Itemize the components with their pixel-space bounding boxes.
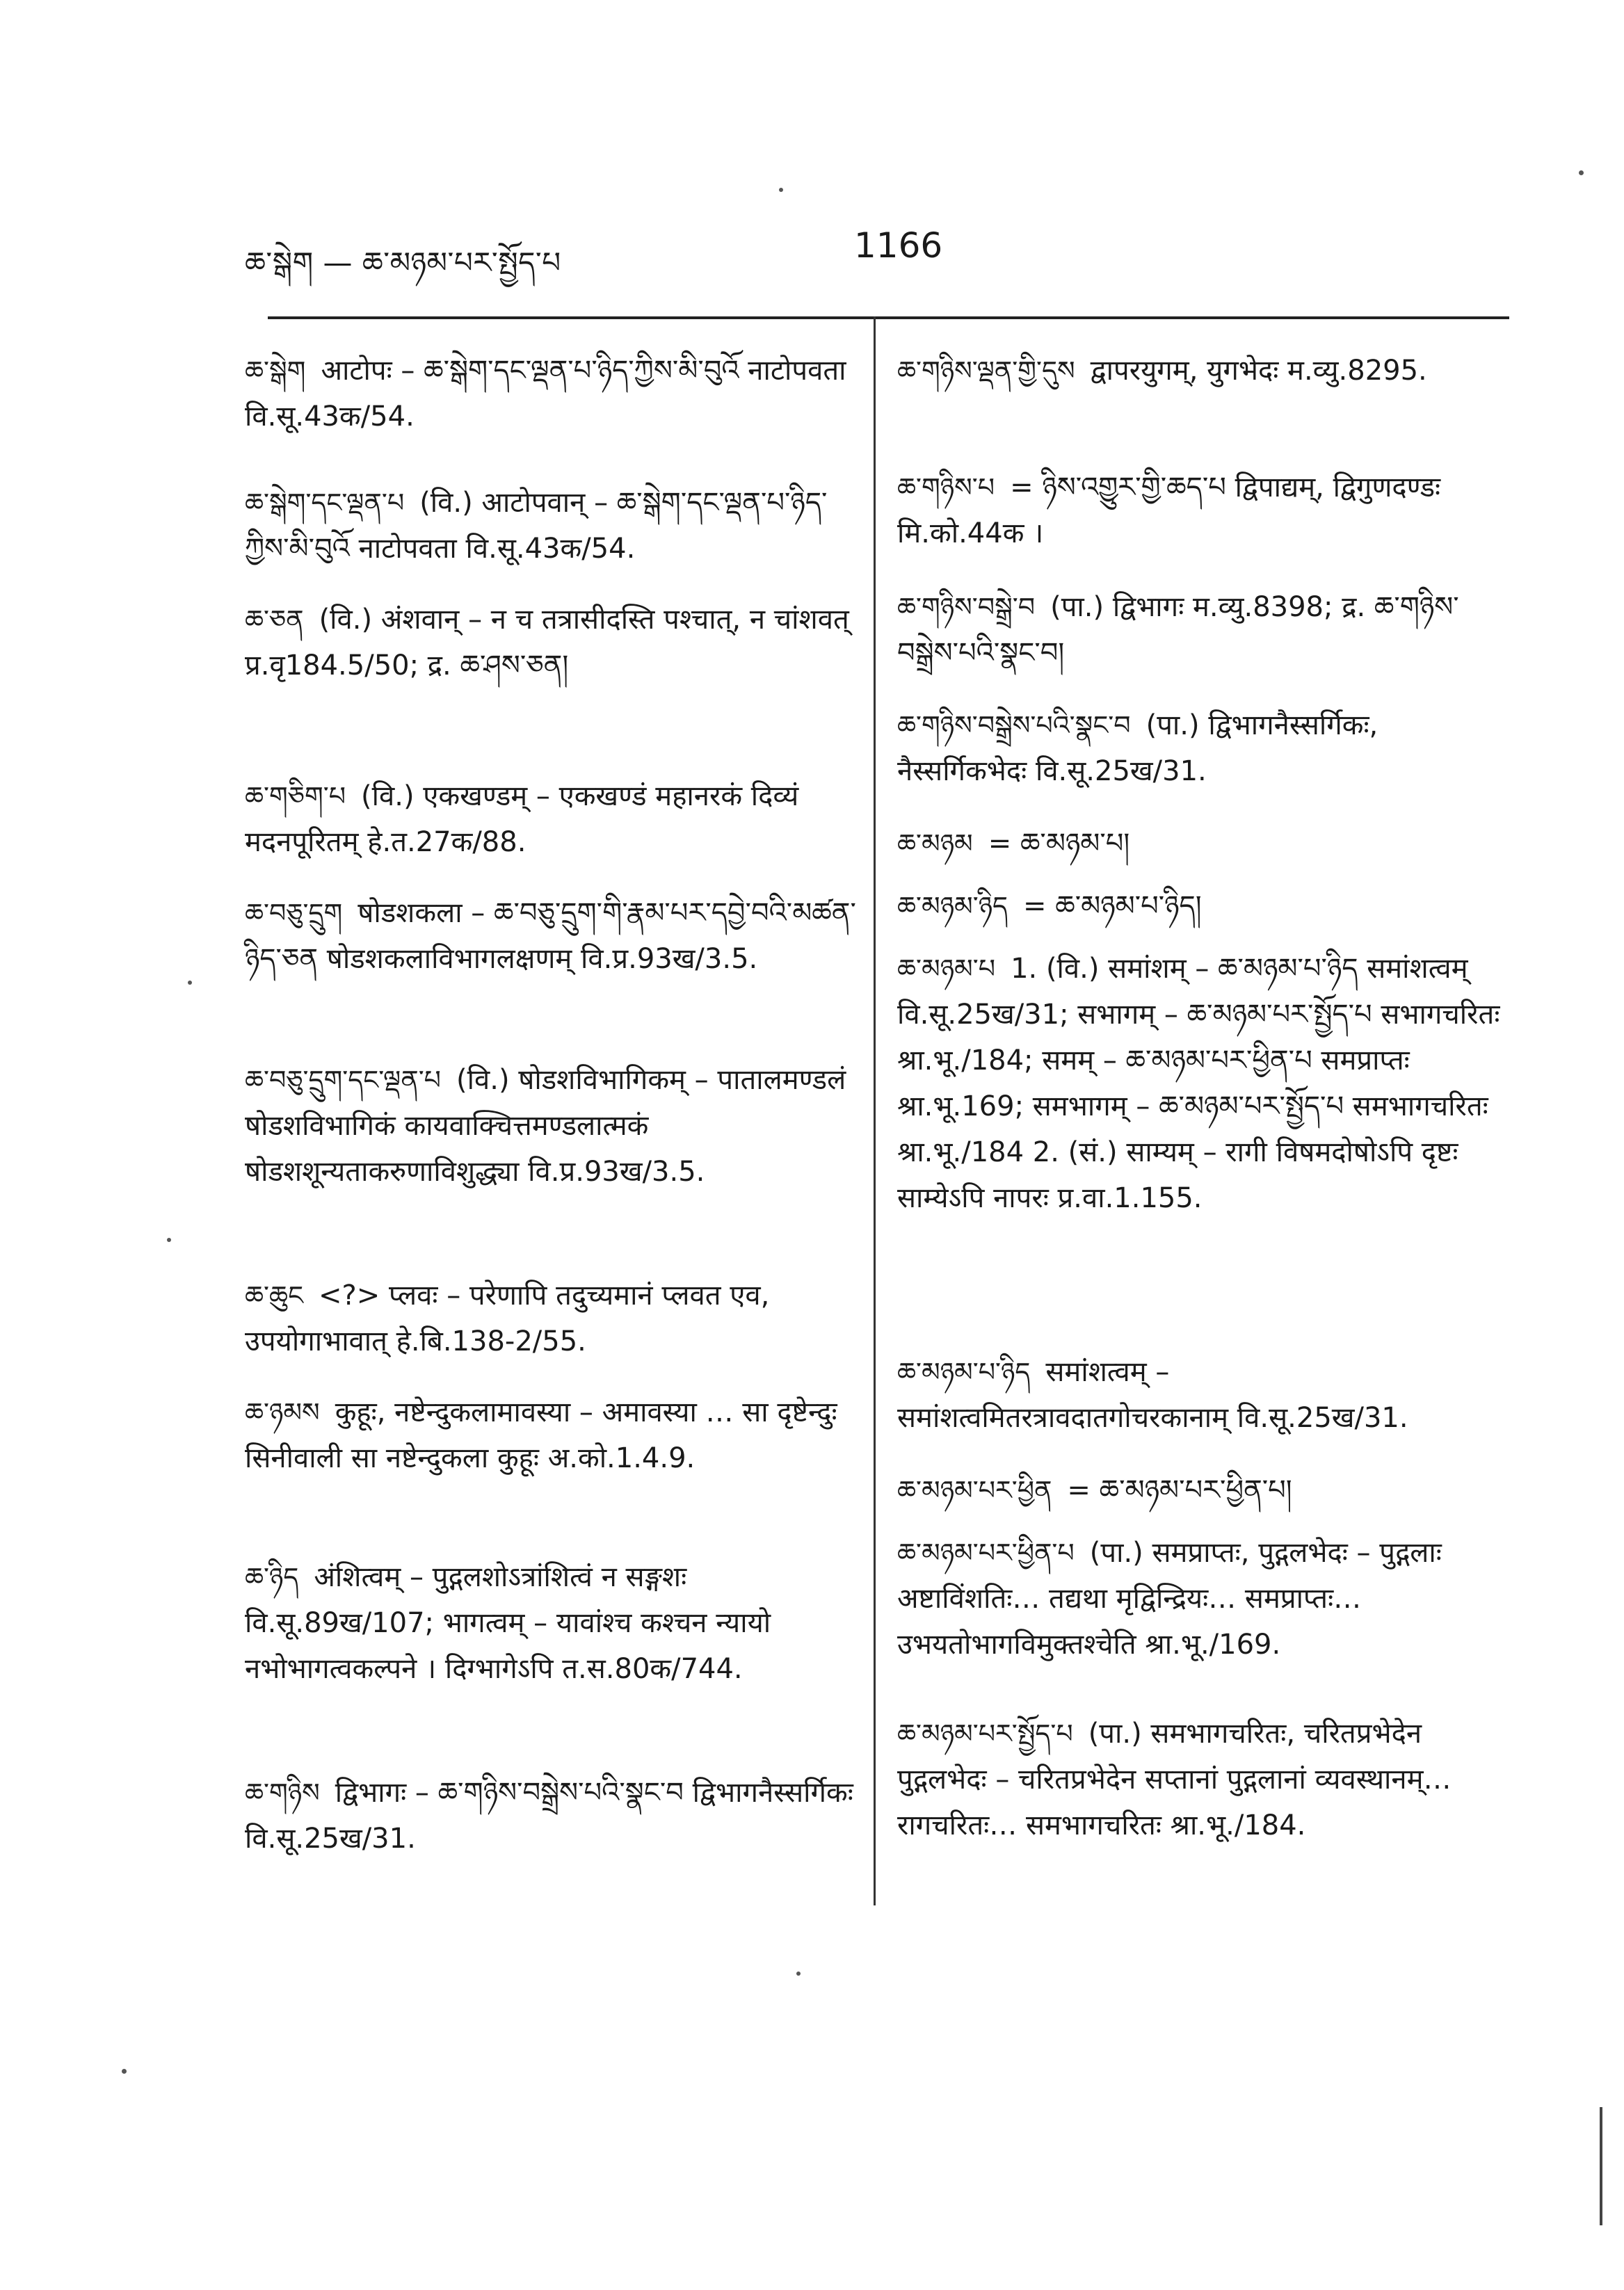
entry-text: आटोपः – ཆ་སྒེག་དང་ལྡན་པ་ཉིད་ཀྱིས་མི་བུའོ नाटोपवता वि.सू.43क/54. — [245, 355, 846, 433]
entry-headword: ཆ་ཉིད — [245, 1562, 299, 1592]
dictionary-entry — [245, 1057, 857, 1195]
entry-text: = ཆ་མཉམ་པར་ཕྱིན་པ། — [1067, 1474, 1292, 1506]
entry-headword: ཆ་སྒེག — [245, 355, 306, 386]
entry-text: समांशत्वम् – समांशत्वमितरत्रावदातगोचरकानाम् वि.सू.25ख/31. — [897, 1356, 1408, 1434]
entry-headword: ཆ་གཉིས་བསྒྲེས་པའི་སྣང་བ — [897, 710, 1131, 741]
dictionary-entry — [245, 1770, 857, 1862]
entry-text: = ཆ་མཉམ་པ། — [988, 828, 1130, 860]
scan-speck — [188, 981, 192, 985]
dictionary-entry — [245, 597, 857, 688]
scan-speck — [167, 1238, 171, 1242]
entry-text: (पा.) द्विभागः म.व्यु.8398; द्र. ཆ་གཉིས་བསྒྲེས་པའི་སྣང་བ། — [897, 591, 1459, 669]
entry-text: (वि.) आटोपवान् – ཆ་སྒེག་དང་ལྡན་པ་ཉིད་ཀྱིས་མི་བུའོ नाटोपवता वि.सू.43क/54. — [245, 487, 828, 565]
entry-text: षोडशकला – ཆ་བཅུ་དྲུག་གི་རྣམ་པར་དབྱེ་བའི་མཚན་ཉིད་ཅན षोडशकलाविभागलक्षणम् वि.प्र.93ख/3.5. — [245, 897, 856, 975]
entry-headword: ཆ་མཉམ་པར་སྤྱོད་པ — [897, 1718, 1073, 1749]
dictionary-entry — [897, 946, 1509, 1221]
dictionary-entry — [245, 1389, 857, 1481]
entry-headword: ཆ་མཉམ་ཉིད — [897, 891, 1008, 921]
dictionary-entry — [245, 773, 857, 865]
entry-headword: ཆ་ཆུང — [245, 1280, 304, 1311]
running-head: ཆ་སྒེག — ཆ་མཉམ་པར་སྤྱོད་པ — [245, 245, 561, 280]
entry-headword: ཆ་གཉིས — [245, 1777, 320, 1808]
dictionary-entry — [245, 1554, 857, 1692]
dictionary-entry — [245, 890, 857, 982]
entry-headword: ཆ་མཉམ་པ་ཉིད — [897, 1357, 1031, 1387]
entry-headword: ཆ་མཉམ་པ — [897, 953, 996, 984]
entry-text: (वि.) षोडशविभागिकम् – पातालमण्डलं षोडशविभागिकं कायवाक्चित्तमण्डलात्मकं षोडशशून्यताकरुणाविशुद्ध्या वि.प्र.93ख/3.5. — [245, 1064, 846, 1188]
entry-text: (पा.) द्विभागनैस्सर्गिकः, नैस्सर्गिकभेदः वि.सू.25ख/31. — [897, 709, 1378, 787]
entry-headword: ཆ་ཅན — [245, 604, 304, 635]
entry-headword: ཆ་གཉིས་བསྒྲེ་བ — [897, 592, 1036, 622]
dictionary-entry — [245, 348, 857, 440]
entry-headword: ཆ་ཉམས — [245, 1397, 320, 1428]
entry-text: <?> प्लवः – परेणापि तदुच्यमानं प्लवत एव, उपयोगाभावात् हे.बि.138-2/55. — [245, 1280, 770, 1357]
entry-text: = ཆ་མཉམ་པ་ཉིད། — [1023, 890, 1202, 922]
scan-speck — [779, 188, 783, 192]
dictionary-entry — [897, 821, 1509, 866]
entry-headword: ཆ་མཉམ་པར་ཕྱིན — [897, 1475, 1052, 1506]
entry-text: द्वापरयुगम्, युगभेदः म.व्यु.8295. — [1090, 355, 1427, 387]
entry-text: = ཉིས་འགྱུར་གྱི་ཆད་པ द्विपाद्यम्, द्विगुणदण्डः मि.को.44क । — [897, 471, 1441, 549]
entry-text: (पा.) समभागचरितः, चरितप्रभेदेन पुद्गलभेदः – चरितप्रभेदेन सप्तानां पुद्गलानां व्यवस्थानम्… रागचरितः… समभागचरितः श्रा.भू./184. — [897, 1718, 1452, 1841]
dictionary-entry — [897, 1467, 1509, 1513]
entry-headword: ཆ་བཅུ་དྲུག — [245, 898, 343, 928]
entry-headword: ཆ་མཉམ — [897, 828, 973, 859]
scan-speck — [1579, 170, 1584, 175]
dictionary-entry — [897, 1530, 1509, 1668]
scan-edge-mark — [1600, 2107, 1602, 2225]
entry-text: (पा.) समप्राप्तः, पुद्गलभेदः – पुद्गलाः अष्टाविंशतिः… तद्यथा मृद्विन्द्रियः… समप्राप्तः… उभयतोभागविमुक्तश्चेति श्रा.भू./169. — [897, 1537, 1442, 1661]
page-number: 1166 — [854, 225, 943, 266]
entry-headword: ཆ་གཉིས་ལྡན་གྱི་དུས — [897, 355, 1075, 386]
entry-headword: ཆ་མཉམ་པར་ཕྱིན་པ — [897, 1538, 1075, 1568]
dictionary-entry — [897, 883, 1509, 929]
scan-speck — [796, 1972, 801, 1976]
column-divider — [874, 316, 876, 1905]
dictionary-entry — [897, 702, 1509, 794]
dictionary-entry — [245, 480, 857, 572]
dictionary-entry — [245, 1273, 857, 1364]
dictionary-entry — [897, 1349, 1509, 1441]
entry-text: कुहूः, नष्टेन्दुकलामावस्या – अमावस्या … सा दृष्टेन्दुः सिनीवाली सा नष्टेन्दुकला कुहूः अ.को.1.4.9. — [245, 1396, 837, 1474]
entry-text: 1. (वि.) समांशम् – ཆ་མཉམ་པ་ཉིད समांशत्वम् वि.सू.25ख/31; सभागम् – ཆ་མཉམ་པར་སྤྱོད་པ सभागचरितः श्रा.भू./184; समम् – ཆ་མཉམ་པར་ཕྱིན་པ समप्राप्तः श्रा.भू.169; समभागम् – ཆ་མཉམ་པར་སྤྱོད་པ समभागचरितः श्रा.भू./184 2. (सं.) साम्यम् – रागी विषमदोषोऽपि दृष्टः साम्येऽपि नापरः प्र.वा.1.155. — [897, 953, 1500, 1214]
dictionary-entry — [897, 584, 1509, 676]
entry-headword: ཆ་གཅིག་པ — [245, 781, 346, 812]
entry-text: द्विभागः – ཆ་གཉིས་བསྒྲེས་པའི་སྣང་བ द्विभागनैस्सर्गिकः वि.सू.25ख/31. — [245, 1777, 853, 1855]
header-rule — [268, 316, 1509, 319]
scan-speck — [122, 2069, 127, 2074]
dictionary-entry — [897, 348, 1509, 394]
dictionary-entry — [897, 1711, 1509, 1848]
entry-text: (वि.) एकखण्डम् – एकखण्डं महानरकं दिव्यं मदनपूरितम् हे.त.27क/88. — [245, 780, 799, 858]
entry-text: (वि.) अंशवान् – न च तत्रासीदस्ति पश्चात्, न चांशवत् प्र.वृ184.5/50; द्र. ཆ་ཤས་ཅན། — [245, 604, 849, 682]
entry-headword: ཆ་གཉིས་པ — [897, 472, 995, 503]
entry-headword: ཆ་བཅུ་དྲུག་དང་ལྡན་པ — [245, 1065, 442, 1095]
entry-headword: ཆ་སྒེག་དང་ལྡན་པ — [245, 487, 405, 518]
entry-text: अंशित्वम् – पुद्गलशोऽत्रांशित्वं न सङ्गशः वि.सू.89ख/107; भागत्वम् – यावांश्च कश्चन न्यायो नभोभागत्वकल्पने । दिग्भागेऽपि त.स.80क/744. — [245, 1561, 771, 1685]
dictionary-entry — [897, 465, 1509, 556]
